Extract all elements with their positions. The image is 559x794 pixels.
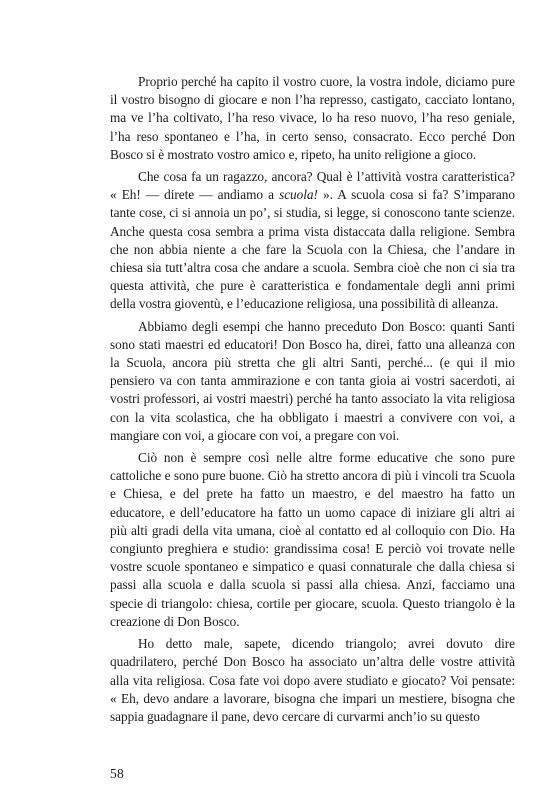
paragraph-5: Ho detto male, sapete, dicendo triangolo; avrei dovuto dire quadrilatero, perché Don Bosco ha associato un’altra delle vostre attività alla vita religiosa. Cosa fate voi dopo avere studiato e giocato? Voi pensate: « Eh, devo andare a lavorare, bisogna che impari un mestiere, bisogna che sappia guadagnare il pane, devo cercare di curvarmi anch’io su questo [110, 636, 515, 724]
body-text [110, 73, 515, 726]
paragraph-3: Abbiamo degli esempi che hanno preceduto Don Bosco: quanti Santi sono stati maestri ed educatori! Don Bosco ha, direi, fatto una alleanza con la Scuola, ancora più stretta che gli altri Santi, perché... (e qui il mio pensiero va con tanta ammirazione e con tanta gioia ai vostri sacerdoti, ai vostri professori, ai vostri maestri) perché ha tanto associato la vita religiosa con la vita scolastica, che ha obbligato i maestri a convivere con voi, a mangiare con voi, a giocare con voi, a pregare con voi. [110, 318, 515, 443]
paragraph-4: Ciò non è sempre così nelle altre forme educative che sono pure cattoliche e sono pure buone. Ciò ha stretto ancora di più i vincoli tra Scuola e Chiesa, e del prete ha fatto un maestro, e del maestro ha fatto un educatore, e dell’educatore ha fatto un uomo capace di iniziare gli altri ai più alti gradi della vita umana, cioè al contatto ed al colloquio con Dio. Ha congiunto preghiera e studio: grandissima cosa! E perciò voi trovate nelle vostre scuole spontaneo e simpatico e quasi connaturale che dalla chiesa si passi alla scuola e dalla scuola si passi alla chiesa. Anzi, facciamo una specie di triangolo: chiesa, cortile per giocare, scuola. Questo triangolo è la creazione di Don Bosco. [110, 450, 515, 629]
paragraph-2-end: Anche questa cosa sembra a prima vista distaccata dalla religione. Sembra che non abbia niente a che fare la Scuola con la Chiesa, che l’andare in chiesa sia tutt’altra cosa che andare a scuola. Sembra cioè che non ci sia tra questa attività, che pure è caratteristica e fondamentale degli anni primi della vostra gioventù, e l’educazione religiosa, una possibilità di alleanza. [110, 223, 515, 312]
paragraph-2-after: ». A scuola cosa si fa? S’imparano tante cose, ci si annoia un po’, si studia, si legge, si conoscono tante scienze. [110, 187, 515, 221]
paragraph-1: Proprio perché ha capito il vostro cuore, la vostra indole, diciamo pure il vostro bisogno di giocare e non l’ha represso, castigato, cacciato lontano, ma ve l’ha coltivato, l’ha reso vivace, lo ha reso nuovo, l’ha reso geniale, l’ha reso spontaneo e l’ha, in certo senso, consacrato. Ecco perché Don Bosco si è mostrato vostro amico e, ripeto, ha unito religione a gioco. [110, 74, 515, 162]
paragraph-2-start: Che cosa fa un ragazzo, ancora? Qual è l’attività vostra caratteristica? « Eh! — direte — andiamo a [110, 169, 515, 203]
page-number: 58 [110, 766, 125, 781]
paragraph-2-italic: scuola! [279, 187, 318, 203]
paragraph-2 [110, 168, 515, 314]
